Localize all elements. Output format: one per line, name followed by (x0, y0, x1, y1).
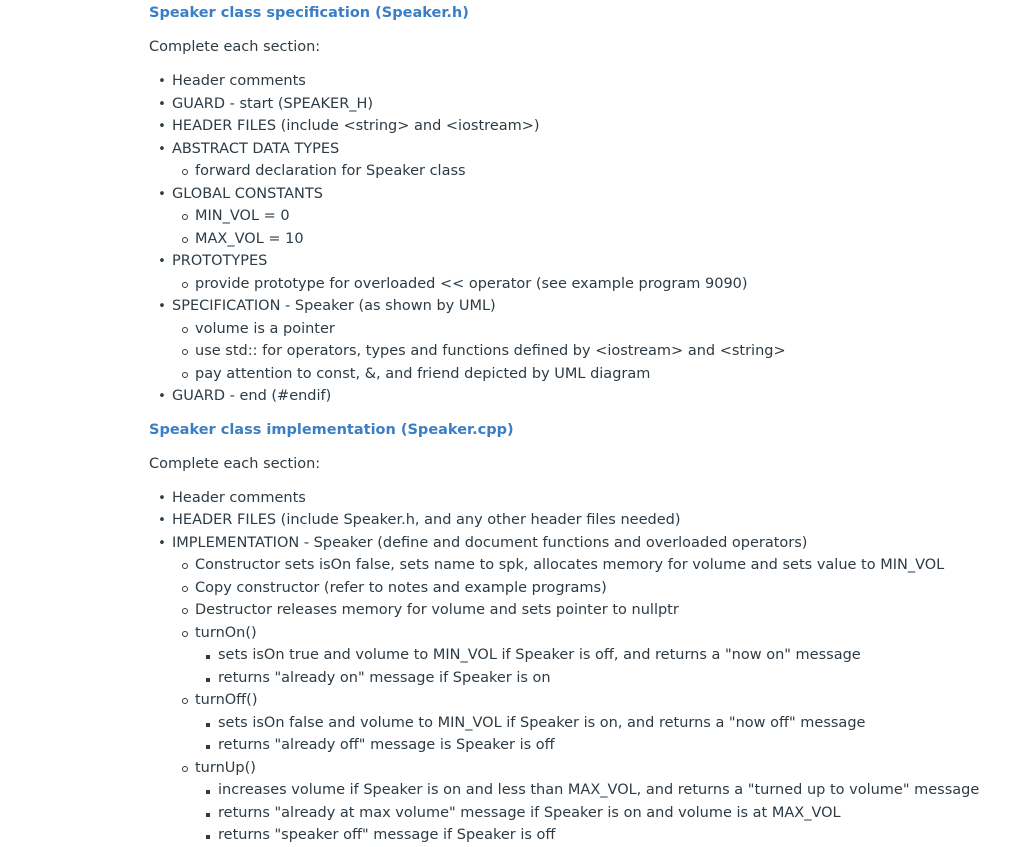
list-item: use std:: for operators, types and functions defined by <iostream> and <string> (172, 340, 1009, 363)
list-item: forward declaration for Speaker class (172, 160, 1009, 183)
list-item: pay attention to const, &, and friend depicted by UML diagram (172, 363, 1009, 386)
list-item: Copy constructor (refer to notes and example programs) (172, 577, 1009, 600)
list-item: increases volume if Speaker is on and less than MAX_VOL, and returns a "turned up to volume" message (195, 779, 1009, 802)
list-item: provide prototype for overloaded << operator (see example program 9090) (172, 273, 1009, 296)
list-item: sets isOn true and volume to MIN_VOL if Speaker is off, and returns a "now on" message (195, 644, 1009, 667)
list-item: • Header comments (149, 70, 1009, 93)
list-item: volume is a pointer (172, 318, 1009, 341)
impl-section-title: Speaker class implementation (Speaker.cpp) (149, 421, 514, 438)
list-item: turnUp() increases volume if Speaker is on and less than MAX_VOL, and returns a "turned up to volume" message returns "already at max volume" message if Speaker is on and volume is at MAX_VOL returns "speaker off" message if Speaker is off (172, 757, 1009, 847)
list-item: • PROTOTYPES provide prototype for overloaded << operator (see example program 9090) (149, 250, 1009, 295)
list-item: • GUARD - end (#endif) (149, 385, 1009, 408)
list-item: returns "already on" message if Speaker is on (195, 667, 1009, 690)
list-item: • GLOBAL CONSTANTS MIN_VOL = 0 MAX_VOL = 10 (149, 183, 1009, 251)
list-item: • ABSTRACT DATA TYPES forward declaration for Speaker class (149, 138, 1009, 183)
list-item: • IMPLEMENTATION - Speaker (define and document functions and overloaded operators) Constructor sets isOn false, sets name to spk, allocates memory for volume and sets value to MIN_VOL Copy constructor (refer to notes and example programs) Destructor releases memory for volume and sets pointer to nullptr turnOn() sets isOn true and volume to MIN_VOL if Speaker is off, and returns a "now on" message returns "already on" message if Speaker is on turnOff() sets isOn false and volume to MIN_VOL if Speaker is on, and returns a "now off" message returns "already off" message is Speaker is off turnUp() increases volume if Speaker is on and less than MAX_VOL, and returns a "turned up to volume" message returns "already at max volume" message if Speaker is on and volume is at MAX_VOL returns "speaker off" message if Speaker is off (149, 532, 1009, 847)
spec-section-title: Speaker class specification (Speaker.h) (149, 5, 469, 21)
spec-intro: Complete each section: (149, 39, 321, 55)
list-item: • HEADER FILES (include <string> and <iostream>) (149, 115, 1009, 138)
list-item: Constructor sets isOn false, sets name to spk, allocates memory for volume and sets value to MIN_VOL (172, 554, 1009, 577)
list-item: returns "already off" message is Speaker is off (195, 734, 1009, 757)
spec-list (149, 70, 1009, 408)
list-item: returns "speaker off" message if Speaker is off (195, 824, 1009, 847)
impl-intro: Complete each section: (149, 455, 321, 472)
list-item: sets isOn false and volume to MIN_VOL if Speaker is on, and returns a "now off" message (195, 712, 1009, 735)
list-item: turnOff() sets isOn false and volume to MIN_VOL if Speaker is on, and returns a "now off" message returns "already off" message is Speaker is off (172, 689, 1009, 757)
list-item: Destructor releases memory for volume and sets pointer to nullptr (172, 599, 1009, 622)
assignment-content (149, 0, 1009, 847)
list-item: returns "already at max volume" message if Speaker is on and volume is at MAX_VOL (195, 802, 1009, 825)
list-item: • GUARD - start (SPEAKER_H) (149, 93, 1009, 116)
list-item: turnOn() sets isOn true and volume to MIN_VOL if Speaker is off, and returns a "now on" message returns "already on" message if Speaker is on (172, 622, 1009, 690)
list-item: • Header comments (149, 487, 1009, 510)
list-item: • SPECIFICATION - Speaker (as shown by UML) volume is a pointer use std:: for operators, types and functions defined by <iostream> and <string> pay attention to const, &, and friend depicted by UML diagram (149, 295, 1009, 385)
list-item: • HEADER FILES (include Speaker.h, and any other header files needed) (149, 509, 1009, 532)
impl-list (149, 487, 1009, 847)
list-item: MAX_VOL = 10 (172, 228, 1009, 251)
list-item: MIN_VOL = 0 (172, 205, 1009, 228)
